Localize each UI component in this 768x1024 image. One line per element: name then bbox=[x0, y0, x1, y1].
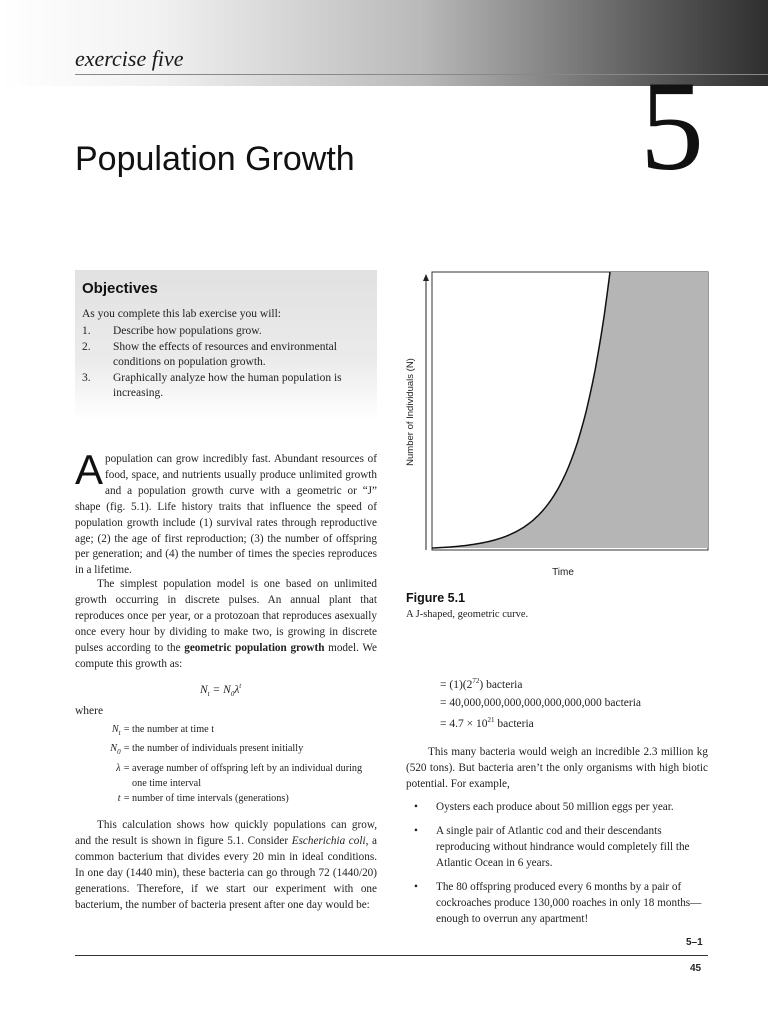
objective-text: Graphically analyze how the human population is increasing. bbox=[113, 371, 342, 399]
chapter-number: 5 bbox=[640, 55, 704, 197]
list-item-text: The 80 offspring produced every 6 months by a pair of cockroaches produce 130,000 roaches in only 18 months—enough to overrun any apartment! bbox=[436, 881, 702, 925]
list-item bbox=[406, 800, 674, 816]
objective-text: Describe how populations grow. bbox=[113, 325, 262, 337]
footer-rule bbox=[75, 955, 708, 956]
definition-text: average number of offspring left by an individual during one time interval bbox=[132, 762, 363, 789]
y-axis-arrow bbox=[423, 274, 429, 281]
definition-row bbox=[90, 761, 370, 792]
where-label: where bbox=[75, 705, 104, 717]
figure-caption-text: A J-shaped, geometric curve. bbox=[406, 609, 529, 620]
biotic-paragraph: This many bacteria would weigh an incredible 2.3 million kg (520 tons). But bacteria aren’t the only organisms with high biotic potential. For example, bbox=[406, 746, 708, 790]
objectives-box bbox=[75, 270, 377, 420]
model-paragraph bbox=[75, 577, 377, 672]
j-curve-chart bbox=[400, 270, 720, 580]
objectives-list bbox=[82, 324, 372, 402]
definition-row bbox=[90, 722, 370, 741]
intro-paragraph bbox=[75, 446, 377, 579]
objective-item bbox=[82, 324, 372, 340]
definition-symbol: t = bbox=[117, 793, 130, 805]
objective-item bbox=[82, 340, 372, 371]
definition-text: the number of individuals present initially bbox=[132, 743, 304, 755]
ecoli-text: This calculation shows how quickly populations can grow, and the result is shown in figure 5.1. Consider bbox=[75, 819, 377, 847]
ecoli-text-end: , a common bacterium that divides every 20 min in ideal conditions. In one day (1440 min), these bacteria can go through 72 (1440/20) generations. Therefore, if we start our experiment with one bacterium, the number of bacteria present after one day would be: bbox=[75, 834, 377, 911]
objective-item bbox=[82, 371, 372, 402]
ecoli-paragraph bbox=[75, 818, 377, 913]
definition-symbol: $N_0$ = bbox=[110, 743, 130, 757]
objectives-intro: As you complete this lab exercise you will: bbox=[82, 308, 281, 320]
objective-number: 1. bbox=[82, 325, 91, 337]
list-item-text: A single pair of Atlantic cod and their descendants reproducing without hindrance would completely fill the Atlantic Ocean in 6 years. bbox=[436, 825, 690, 869]
objective-number: 3. bbox=[82, 371, 91, 384]
model-term: geometric population growth bbox=[184, 641, 325, 654]
calculation-line: = 40,000,000,000,000,000,000,000 bacteria bbox=[440, 697, 641, 709]
definition-symbol: $N_t$ = bbox=[111, 724, 130, 738]
objective-number: 2. bbox=[82, 340, 91, 353]
objectives-title: Objectives bbox=[82, 280, 158, 297]
x-axis-label: Time bbox=[552, 567, 574, 578]
intro-text: population can grow incredibly fast. Abundant resources of food, space, and nutrients usually produce unlimited growth and a population growth curve with a geometric or “J” shape (fig. 5.1). Life history traits that influence the speed of population growth include (1) survival rates through reproductive age; (2) the age of first reproduction; (3) the number of offspring per generation; and (4) the number of times the species reproduces in a lifetime. bbox=[75, 453, 377, 577]
model-text-end: model. We compute this growth as: bbox=[75, 641, 377, 670]
exercise-label: exercise five bbox=[75, 46, 184, 71]
list-item bbox=[406, 880, 708, 928]
calculation-line bbox=[440, 716, 534, 730]
bullet-marker: • bbox=[414, 801, 418, 813]
calc-exponent: 21 bbox=[487, 716, 495, 724]
calculation-line bbox=[440, 677, 522, 691]
page-code: 5–1 bbox=[686, 937, 703, 948]
list-item bbox=[406, 824, 708, 872]
definition-row bbox=[90, 791, 370, 806]
species-name: Escherichia coli bbox=[291, 834, 366, 847]
growth-formula: $N_t = N_0\lambda^t$ bbox=[200, 682, 242, 699]
calc-exponent: 72 bbox=[472, 677, 480, 685]
calc-text: = (1)(2 bbox=[440, 678, 473, 691]
bullet-marker: • bbox=[414, 881, 418, 893]
figure-caption-title: Figure 5.1 bbox=[406, 591, 466, 605]
definition-symbol: λ = bbox=[116, 762, 130, 774]
definitions-list bbox=[90, 722, 370, 807]
page-title: Population Growth bbox=[75, 140, 355, 178]
definition-text: number of time intervals (generations) bbox=[132, 793, 289, 805]
drop-cap: A bbox=[75, 446, 104, 493]
objective-text: Show the effects of resources and environmental conditions on population growth. bbox=[113, 340, 337, 368]
bullet-marker: • bbox=[414, 825, 418, 837]
y-axis-label: Number of Individuals (N) bbox=[405, 358, 416, 466]
page-number: 45 bbox=[690, 963, 702, 974]
definition-text: the number at time t bbox=[132, 724, 215, 735]
calc-text: = 4.7 × 10 bbox=[440, 717, 488, 730]
calc-text-end: ) bacteria bbox=[479, 678, 523, 691]
calc-text-end: bacteria bbox=[494, 717, 534, 730]
list-item-text: Oysters each produce about 50 million eggs per year. bbox=[436, 801, 674, 813]
model-text: The simplest population model is one based on unlimited growth occurring in discrete pulses. An annual plant that reproduces once per year, or a protozoan that reproduces asexually once every hour by dividing to make two, is growing in discrete pulses according to the bbox=[75, 578, 377, 654]
definition-row bbox=[90, 741, 370, 760]
